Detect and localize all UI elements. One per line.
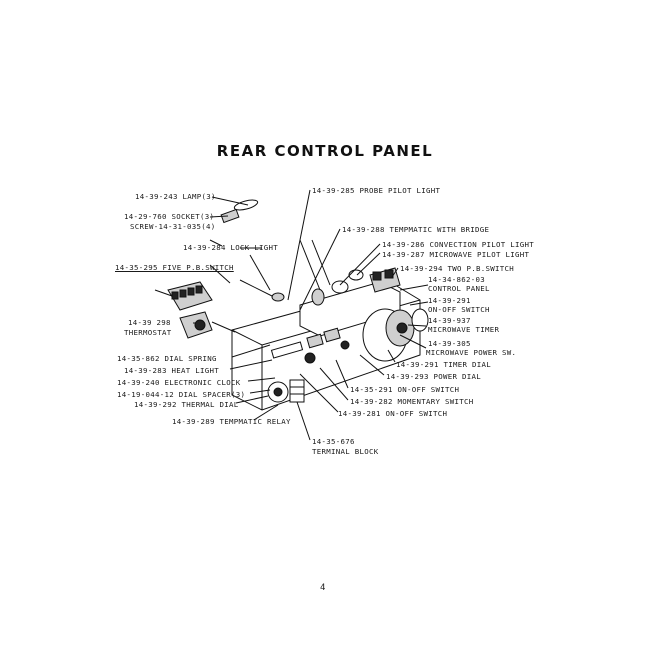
label-microwave-power-part: 14-39-305 [428, 339, 471, 348]
label-control-panel: CONTROL PANEL [428, 284, 490, 293]
label-electronic-clock: 14-39-240 ELECTRONIC CLOCK [117, 378, 241, 387]
label-thermal-dial: 14-39-292 THERMAL DIAL [134, 400, 239, 409]
five-pb-switch-part [155, 282, 212, 310]
label-microwave-pilot-light: 14-39-287 MICROWAVE PILOT LIGHT [382, 250, 530, 259]
label-control-panel-part: 14-34-862-03 [428, 275, 485, 284]
label-tempmatic-relay: 14-39-289 TEMPMATIC RELAY [172, 417, 291, 426]
label-lock-light: 14-39-284 LOCK LIGHT [183, 243, 278, 252]
label-heat-light: 14-39-283 HEAT LIGHT [124, 366, 219, 375]
label-dial-spacer: 14-19-044-12 DIAL SPACER(3) [117, 390, 246, 399]
label-microwave-timer: MICROWAVE TIMER [428, 325, 500, 334]
label-two-pb-switch: 14-39-294 TWO P.B.SWITCH [400, 264, 514, 273]
label-momentary-switch: 14-39-282 MOMENTARY SWITCH [350, 397, 474, 406]
label-screw: SCREW-14-31-035(4) [130, 222, 216, 231]
label-on-off-switch-3: 14-39-281 ON-OFF SWITCH [338, 409, 448, 418]
label-dial-spring: 14-35-862 DIAL SPRING [117, 354, 217, 363]
label-microwave-timer-part: 14-39-937 [428, 316, 471, 325]
thermostat-part [180, 312, 235, 338]
label-thermostat: THERMOSTAT [124, 328, 172, 337]
label-timer-dial: 14-39-291 TIMER DIAL [396, 360, 491, 369]
terminal-block-part [290, 380, 304, 402]
label-power-dial: 14-39-293 POWER DIAL [386, 372, 481, 381]
label-on-off-switch-2: 14-35-291 ON-OFF SWITCH [350, 385, 460, 394]
page-number: 4 [320, 583, 326, 593]
page-title: REAR CONTROL PANEL [216, 142, 434, 160]
label-on-off-switch: ON-OFF SWITCH [428, 305, 490, 314]
label-lamp: 14-39-243 LAMP(3) [135, 192, 216, 201]
label-five-pb-switch: 14-35-295 FIVE P.B.SWITCH [115, 263, 234, 272]
label-probe-pilot-light: 14-39-285 PROBE PILOT LIGHT [312, 186, 441, 195]
label-terminal-block: TERMINAL BLOCK [312, 447, 379, 456]
label-tempmatic-bridge: 14-39-288 TEMPMATIC WITH BRIDGE [342, 225, 490, 234]
label-microwave-power: MICROWAVE POWER SW. [426, 348, 517, 357]
label-convection-pilot-light: 14-39-286 CONVECTION PILOT LIGHT [382, 240, 534, 249]
lamp-socket-part [210, 198, 259, 246]
label-socket: 14-29-760 SOCKET(3) [124, 212, 215, 221]
label-terminal-block-part: 14-35-676 [312, 437, 355, 446]
label-on-off-switch-part: 14-39-291 [428, 296, 471, 305]
label-thermostat-part: 14-39 298 [128, 318, 171, 327]
